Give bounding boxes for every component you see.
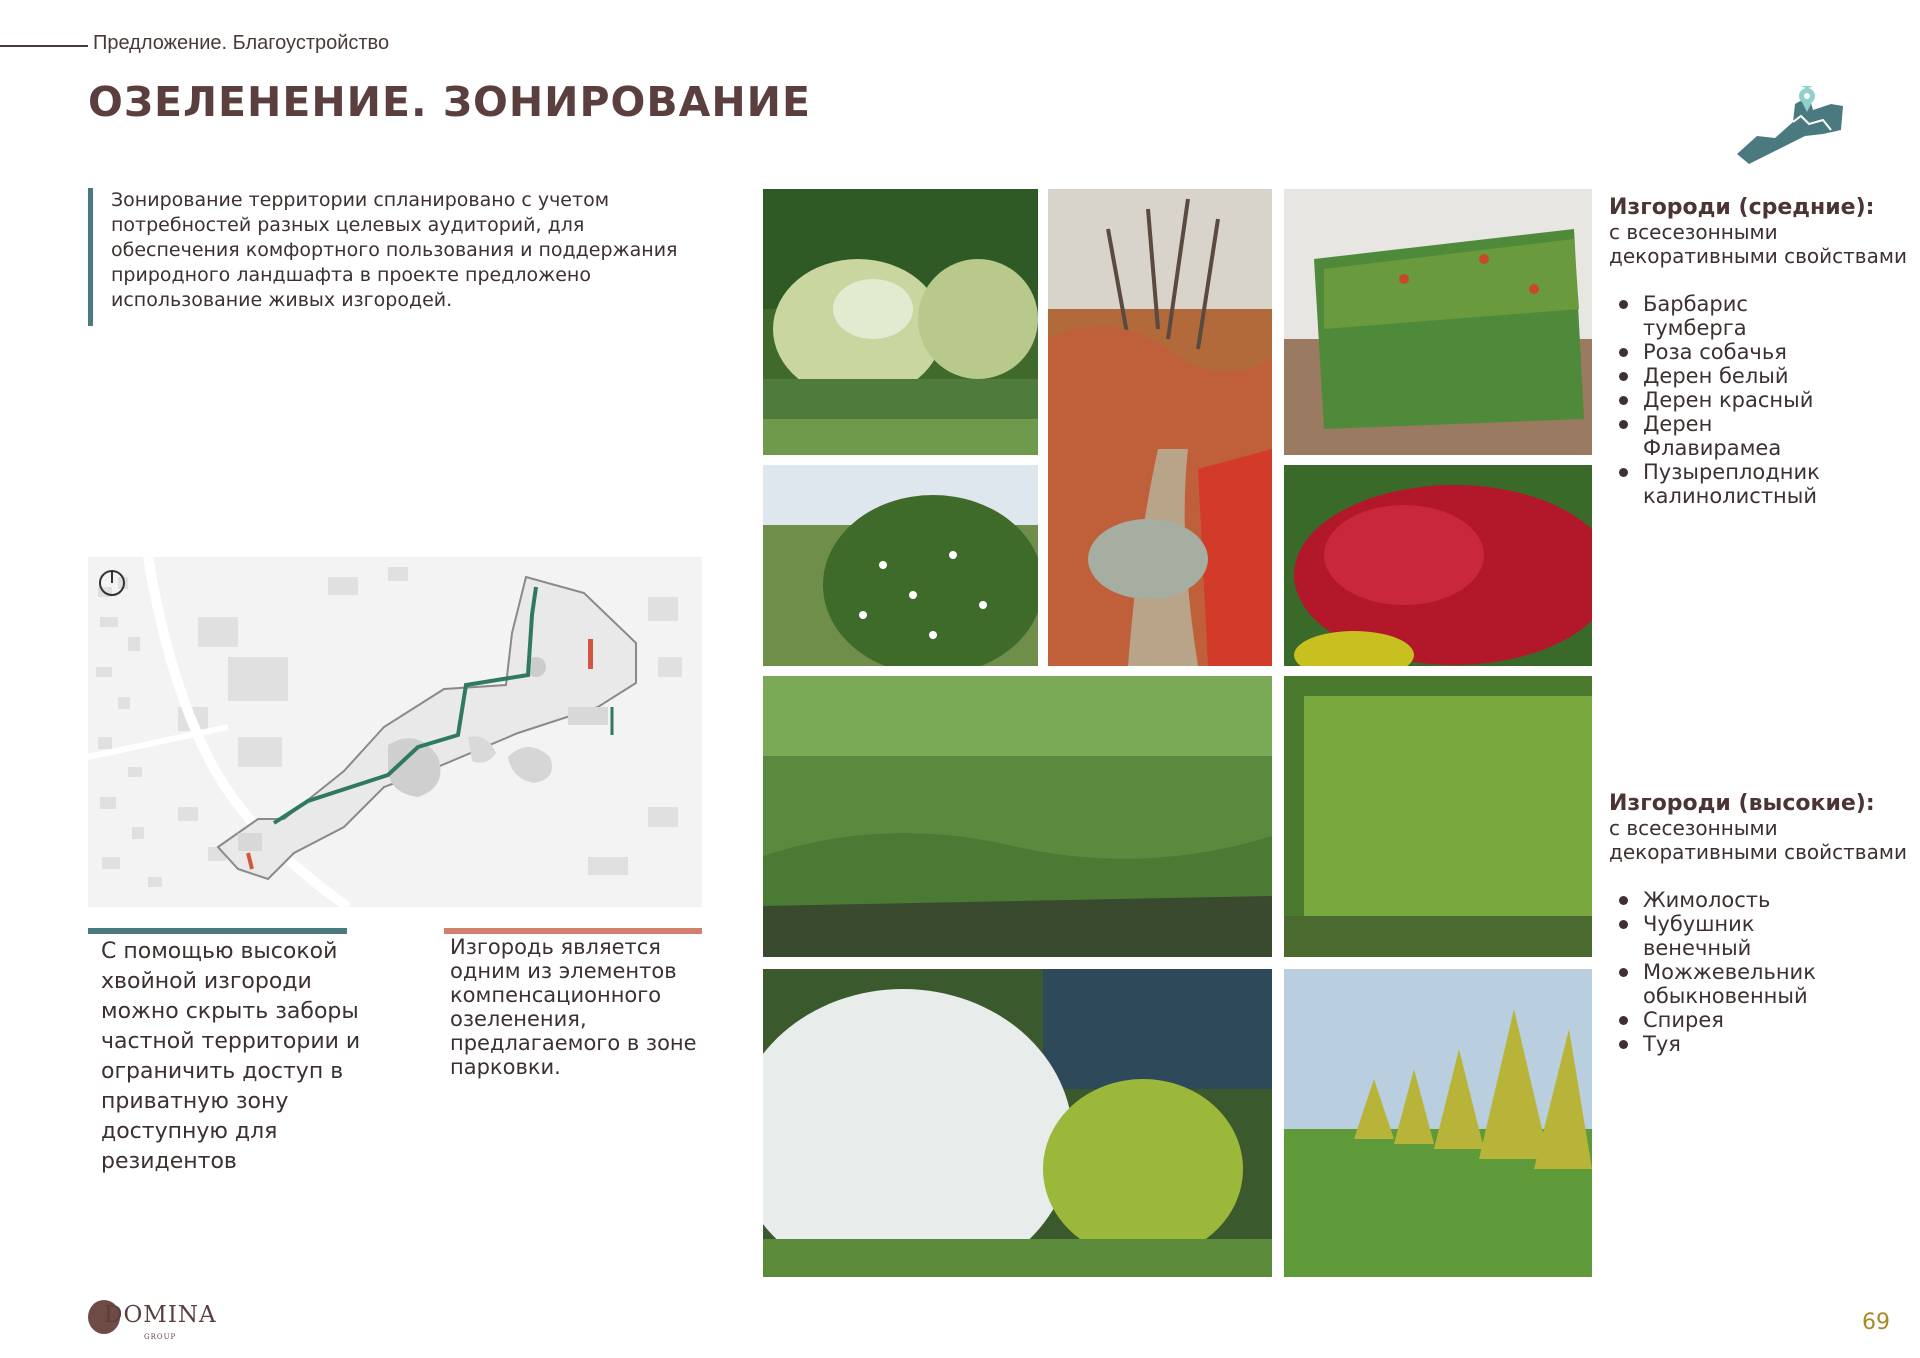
photo-red-barberry: [1284, 465, 1592, 666]
category-title: Изгороди (высокие):: [1609, 791, 1875, 816]
plant-list: [1609, 292, 1909, 508]
photo-conifer-shrub: [763, 676, 1272, 957]
photo-honeysuckle-hedge: [1284, 676, 1592, 957]
header-rule: [0, 45, 88, 47]
plant-item: Дерен белый: [1609, 364, 1909, 388]
compass-north-icon: [98, 569, 126, 597]
logo-text: DOMINA: [104, 1302, 217, 1328]
category-title: Изгороди (средние):: [1609, 195, 1875, 220]
category-description: с всесезонными декоративными свойствами: [1609, 220, 1907, 268]
plant-item: Дерен Флавирамеа: [1609, 412, 1793, 460]
territory-map-icon: [1735, 86, 1847, 166]
note-accent-bar: [88, 928, 347, 934]
plant-item: Роза собачья: [1609, 340, 1909, 364]
plant-item: Пузыреплодник калинолистный: [1609, 460, 1813, 508]
category-description: с всесезонными декоративными свойствами: [1609, 816, 1907, 864]
plant-item: Можжевельник обыкновенный: [1609, 960, 1833, 1008]
category-high-hedges: [1609, 792, 1909, 1056]
photo-red-dogwood-path: [1048, 189, 1272, 666]
plant-item: Спирея: [1609, 1008, 1909, 1032]
photo-spirea-bloom: [763, 969, 1272, 1277]
plant-item: Туя: [1609, 1032, 1909, 1056]
section-label: Предложение. Благоустройство: [93, 32, 390, 54]
master-plan-image: [88, 557, 702, 907]
hedge-privacy-note: С помощью высокой хвойной изгороди можно скрыть заборы частной территории и ограничить доступ в приватную зону доступную для резидентов: [101, 939, 361, 1174]
plant-list: [1609, 888, 1909, 1056]
plant-item: Дерен красный: [1609, 388, 1909, 412]
photo-thuja-row: [1284, 969, 1592, 1277]
plant-item: Барбарис тумберга: [1609, 292, 1793, 340]
plant-item: Чубушник венечный: [1609, 912, 1793, 960]
parking-hedge-note: Изгородь является одним из элементов компенсационного озеленения, предлагаемого в зоне парковки.: [450, 935, 697, 1079]
intro-text: Зонирование территории спланировано с учетом потребностей разных целевых аудиторий, для обеспечения комфортного пользования и поддержания природного ландшафта в проекте предложено использование живых изгородей.: [111, 189, 678, 311]
category-medium-hedges: [1609, 196, 1909, 508]
logo-subtitle: GROUP: [144, 1333, 177, 1341]
photo-dog-rose: [763, 465, 1038, 666]
photo-hedge-house: [1284, 189, 1592, 455]
page-title: ОЗЕЛЕНЕНИЕ. ЗОНИРОВАНИЕ: [88, 78, 811, 126]
plant-item: Жимолость: [1609, 888, 1909, 912]
note-accent-bar: [444, 928, 702, 934]
page-number: 69: [1862, 1310, 1890, 1335]
intro-accent-bar: [88, 188, 93, 326]
photo-variegated-dogwood: [763, 189, 1038, 455]
